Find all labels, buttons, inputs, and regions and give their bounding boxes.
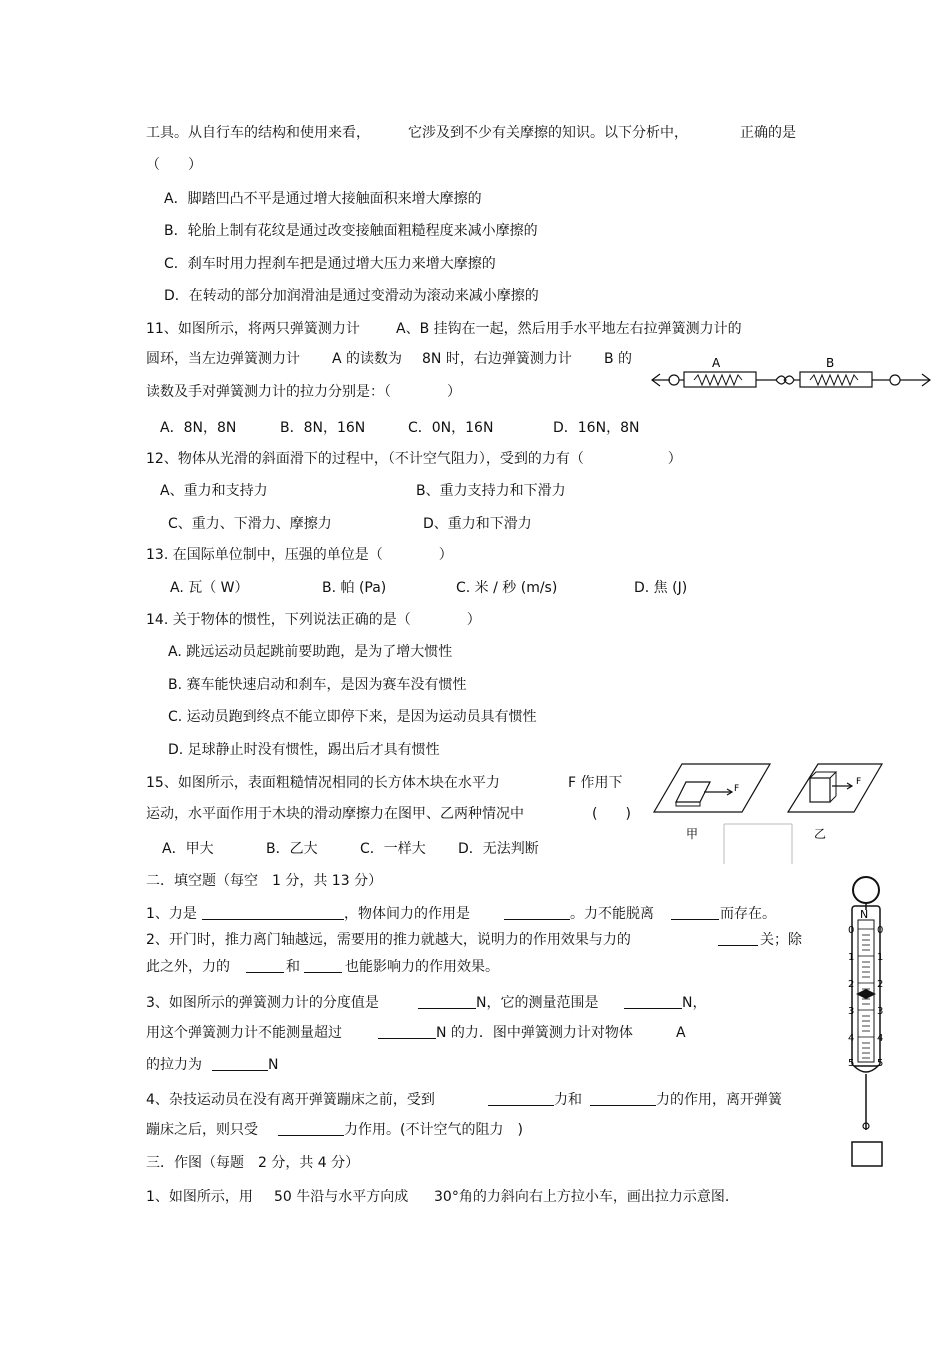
meter-tick-left-0: 0	[848, 925, 855, 936]
spring-balance-figure	[836, 872, 898, 1170]
meter-pointer	[856, 989, 876, 999]
intro-text-1: 工具。从自行车的结构和使用来看，	[146, 125, 370, 141]
q10-option-c: C．刹车时用力捏刹车把是通过增大压力来增大摩擦的	[164, 256, 496, 272]
fill-q1-text-2: ，物体间力的作用是	[344, 906, 470, 922]
friction-blocks-figure	[652, 760, 884, 868]
fill-q2-blank-3[interactable]	[304, 958, 342, 973]
drawing-q1-text-1: 1、如图所示，用	[146, 1189, 253, 1205]
q15-option-c: C．一样大	[360, 841, 426, 857]
q11-option-c: C．0N，16N	[408, 420, 494, 436]
fill-q2-text-1: 2、开门时，推力离门轴越远，需要用的推力就越大，说明力的作用效果与力的	[146, 932, 631, 948]
fill-q3-blank-1[interactable]	[418, 994, 476, 1009]
meter-tick-left-2: 2	[848, 979, 855, 990]
fill-q4-text-5: 力作用。(不计空气的阻力 )	[344, 1122, 523, 1138]
fill-q3-text-3: N，	[682, 995, 707, 1011]
q15-text-2: F 作用下	[568, 775, 623, 791]
force-label-jia: F	[734, 784, 740, 794]
fill-q2-text-3: 此之外，力的	[146, 959, 230, 975]
fill-q1-text-4: 而存在。	[720, 906, 776, 922]
q14-option-b: B. 赛车能快速启动和刹车，是因为赛车没有惯性	[168, 677, 467, 693]
figure-yi-label: 乙	[814, 827, 827, 841]
fill-q4-blank-2[interactable]	[590, 1091, 656, 1106]
q12-option-a: A、重力和支持力	[160, 483, 268, 499]
q11-option-d: D．16N，8N	[553, 420, 640, 436]
fill-q4-text-2: 力和	[554, 1092, 582, 1108]
q11-text-5: 8N 时，右边弹簧测力计	[422, 351, 572, 367]
meter-tick-left-4: 4	[848, 1033, 855, 1044]
scale-a-label: A	[712, 356, 721, 370]
q15-option-a: A．甲大	[162, 841, 214, 857]
q15-paren: ( )	[592, 806, 631, 822]
fill-q4-text-1: 4、杂技运动员在没有离开弹簧蹦床之前，受到	[146, 1092, 435, 1108]
q11-text-1: 11、如图所示，将两只弹簧测力计	[146, 321, 360, 337]
section-2-title: 二．填空题（每空 1 分，共 13 分）	[146, 873, 383, 889]
q12-option-c: C、重力、下滑力、摩擦力	[168, 516, 332, 532]
meter-tick-right-3: 3	[877, 1006, 884, 1017]
fill-q3-text-2: N，它的测量范围是	[476, 995, 599, 1011]
object-a-block	[852, 1142, 882, 1166]
q13-option-b: B. 帕 (Pa)	[322, 580, 387, 596]
q10-option-b: B．轮胎上制有花纹是通过改变接触面粗糙程度来减小摩擦的	[164, 223, 538, 239]
meter-unit-label: N	[860, 908, 869, 921]
drawing-q1-text-3: 30°角的力斜向右上方拉小车，画出拉力示意图.	[434, 1189, 730, 1205]
fill-q4-text-3: 力的作用，离开弹簧	[656, 1092, 782, 1108]
meter-tick-right-1: 1	[877, 952, 884, 963]
fill-q3-text-7: 的拉力为	[146, 1057, 202, 1073]
q14-option-c: C. 运动员跑到终点不能立即停下来，是因为运动员具有惯性	[168, 709, 537, 725]
fill-q3-blank-4[interactable]	[212, 1056, 268, 1071]
meter-tick-left-3: 3	[848, 1006, 855, 1017]
meter-tick-right-5: 5	[877, 1058, 884, 1069]
q12-option-d: D、重力和下滑力	[423, 516, 532, 532]
meter-tick-right-2: 2	[877, 979, 884, 990]
fill-q3-text-8: N	[268, 1057, 279, 1073]
intro-paren: （ ）	[146, 157, 202, 173]
meter-tick-right-4: 4	[877, 1033, 884, 1044]
fill-q2-text-4: 和	[286, 959, 300, 975]
drawing-q1-text-2: 50 牛沿与水平方向成	[274, 1189, 409, 1205]
fill-q1-blank-2[interactable]	[504, 905, 570, 920]
q11-option-a: A．8N，8N	[160, 420, 237, 436]
q14-stem: 14. 关于物体的惯性，下列说法正确的是（ ）	[146, 612, 481, 628]
intro-text-3: 正确的是	[740, 125, 796, 141]
q12-stem: 12、物体从光滑的斜面滑下的过程中，（不计空气阻力），受到的力有（ ）	[146, 451, 682, 467]
scale-b-label: B	[826, 356, 835, 370]
q13-option-d: D. 焦 (J)	[634, 580, 688, 596]
q11-option-b: B．8N，16N	[280, 420, 366, 436]
fill-q3-blank-2[interactable]	[624, 994, 682, 1009]
meter-ticks-left	[848, 925, 854, 1069]
figure-jia-label: 甲	[686, 827, 699, 841]
q15-option-d: D．无法判断	[458, 841, 539, 857]
intro-text-2: 它涉及到不少有关摩擦的知识。以下分析中，	[408, 125, 688, 141]
fill-q2-text-5: 也能影响力的作用效果。	[345, 959, 499, 975]
q11-text-6: B 的	[604, 351, 633, 367]
fill-q3-blank-3[interactable]	[378, 1024, 436, 1039]
section-3-title: 三．作图（每题 2 分，共 4 分）	[146, 1155, 360, 1171]
q12-option-b: B、重力支持力和下滑力	[416, 483, 566, 499]
fill-q1-text-3: 。力不能脱离	[570, 906, 654, 922]
spring-scales-figure	[650, 352, 934, 402]
force-label-yi: F	[856, 777, 862, 787]
q14-option-d: D. 足球静止时没有惯性，踢出后才具有惯性	[168, 742, 440, 758]
fill-q1-blank-1[interactable]	[202, 905, 344, 920]
meter-tick-left-5: 5	[848, 1058, 855, 1069]
fill-q3-text-6: A	[676, 1025, 686, 1041]
q13-option-a: A. 瓦（ W）	[170, 580, 249, 596]
q15-option-b: B．乙大	[266, 841, 318, 857]
fill-q4-blank-3[interactable]	[278, 1121, 344, 1136]
fill-q4-blank-1[interactable]	[488, 1091, 554, 1106]
fill-q4-text-4: 蹦床之后，则只受	[146, 1122, 258, 1138]
fill-q3-text-5: N 的力．图中弹簧测力计对物体	[436, 1025, 633, 1041]
q11-line3: 读数及手对弹簧测力计的拉力分别是：（ ）	[146, 384, 461, 400]
q10-option-d: D．在转动的部分加润滑油是通过变滑动为滚动来减小摩擦的	[164, 288, 539, 304]
q10-option-a: A．脚踏凹凸不平是通过增大接触面积来增大摩擦的	[164, 191, 482, 207]
fill-q3-text-1: 3、如图所示的弹簧测力计的分度值是	[146, 995, 379, 1011]
meter-tick-left-1: 1	[848, 952, 855, 963]
q13-option-c: C. 米 / 秒 (m/s)	[456, 580, 558, 596]
fill-q1-blank-3[interactable]	[671, 905, 719, 920]
q13-stem: 13. 在国际单位制中，压强的单位是（ ）	[146, 547, 453, 563]
q11-text-3: 圆环，当左边弹簧测力计	[146, 351, 300, 367]
fill-q2-text-2: 关；除	[760, 932, 802, 948]
q11-text-2: A、B 挂钩在一起，然后用手水平地左右拉弹簧测力计的	[396, 321, 742, 337]
q15-text-1: 15、如图所示，表面粗糙情况相同的长方体木块在水平力	[146, 775, 500, 791]
fill-q3-text-4: 用这个弹簧测力计不能测量超过	[146, 1025, 342, 1041]
fill-q2-blank-1[interactable]	[718, 931, 758, 946]
meter-tick-right-0: 0	[877, 925, 884, 936]
fill-q1-text-1: 1、力是	[146, 906, 197, 922]
fill-q2-blank-2[interactable]	[246, 958, 284, 973]
q15-text-3: 运动，水平面作用于木块的滑动摩擦力在图甲、乙两种情况中	[146, 806, 524, 822]
q14-option-a: A. 跳远运动员起跳前要助跑，是为了增大惯性	[168, 644, 453, 660]
q11-text-4: A 的读数为	[332, 351, 403, 367]
